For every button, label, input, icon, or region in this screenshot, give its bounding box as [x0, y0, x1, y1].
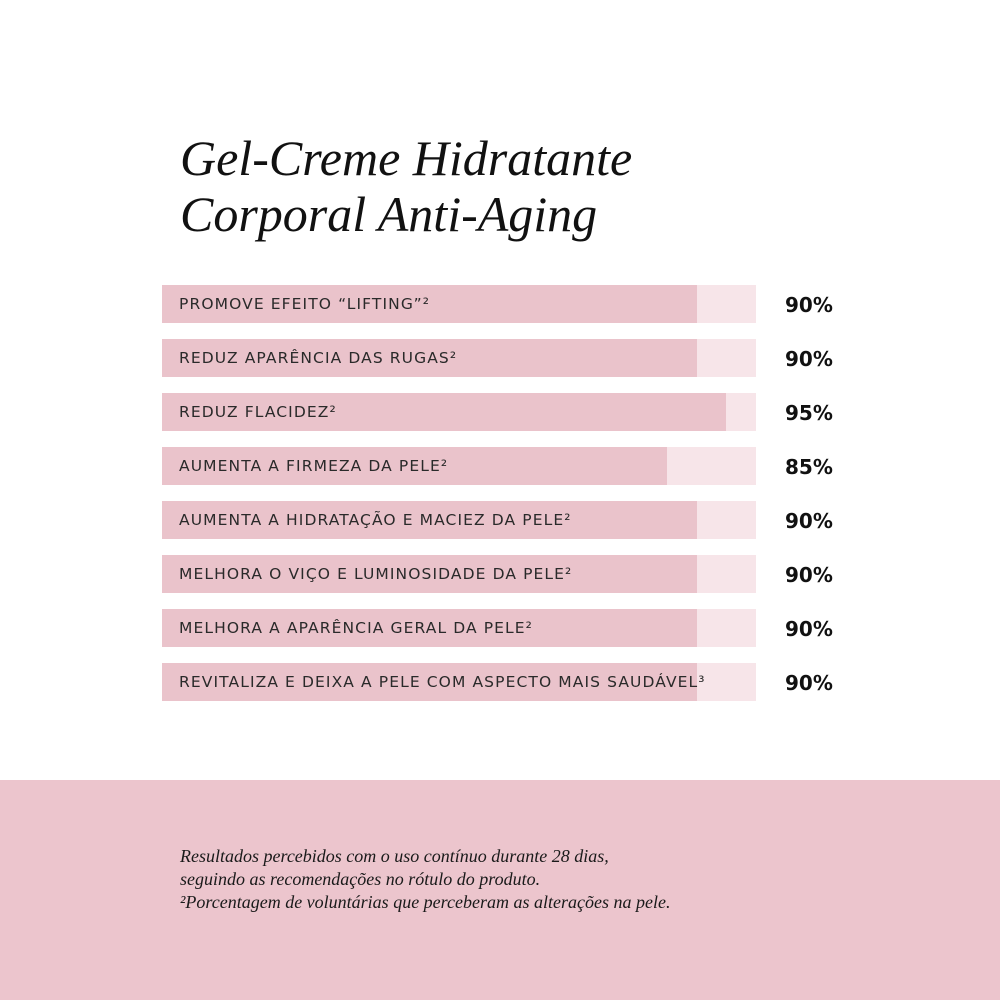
bar-track	[162, 501, 756, 539]
bar-label: PROMOVE EFEITO “LIFTING”²	[179, 295, 431, 313]
footnote-line-2: seguindo as recomendações no rótulo do produto.	[180, 869, 541, 889]
bar-label: REDUZ FLACIDEZ²	[179, 403, 337, 421]
bar-value-label: 90%	[785, 671, 833, 695]
bar-value-label: 85%	[785, 455, 833, 479]
bar-value-label: 95%	[785, 401, 833, 425]
bar-track	[162, 663, 756, 701]
bar-value-label: 90%	[785, 563, 833, 587]
bar-label: MELHORA A APARÊNCIA GERAL DA PELE²	[179, 619, 533, 637]
bar-value-label: 90%	[785, 509, 833, 533]
bar-track	[162, 339, 756, 377]
bar-value-label: 90%	[785, 617, 833, 641]
bar-value-label: 90%	[785, 293, 833, 317]
bar-label: AUMENTA A FIRMEZA DA PELE²	[179, 457, 449, 475]
bar-track	[162, 393, 756, 431]
title-line-2: Corporal Anti-Aging	[180, 186, 598, 242]
bar-label: MELHORA O VIÇO E LUMINOSIDADE DA PELE²	[179, 565, 573, 583]
bar-value-label: 90%	[785, 347, 833, 371]
bar-label: AUMENTA A HIDRATAÇÃO E MACIEZ DA PELE²	[179, 511, 572, 529]
bar-track	[162, 447, 756, 485]
footnote-line-1: Resultados percebidos com o uso contínuo durante 28 dias,	[180, 846, 609, 866]
bar-label: REDUZ APARÊNCIA DAS RUGAS²	[179, 349, 458, 367]
footnote-line-3: ²Porcentagem de voluntárias que perceberam as alterações na pele.	[180, 892, 671, 912]
footnote	[180, 845, 880, 914]
bar-track	[162, 555, 756, 593]
title-line-1: Gel-Creme Hidratante	[180, 130, 633, 186]
bar-track	[162, 609, 756, 647]
bar-track	[162, 285, 756, 323]
bar-label: REVITALIZA E DEIXA A PELE COM ASPECTO MAIS SAUDÁVEL³	[179, 673, 706, 691]
